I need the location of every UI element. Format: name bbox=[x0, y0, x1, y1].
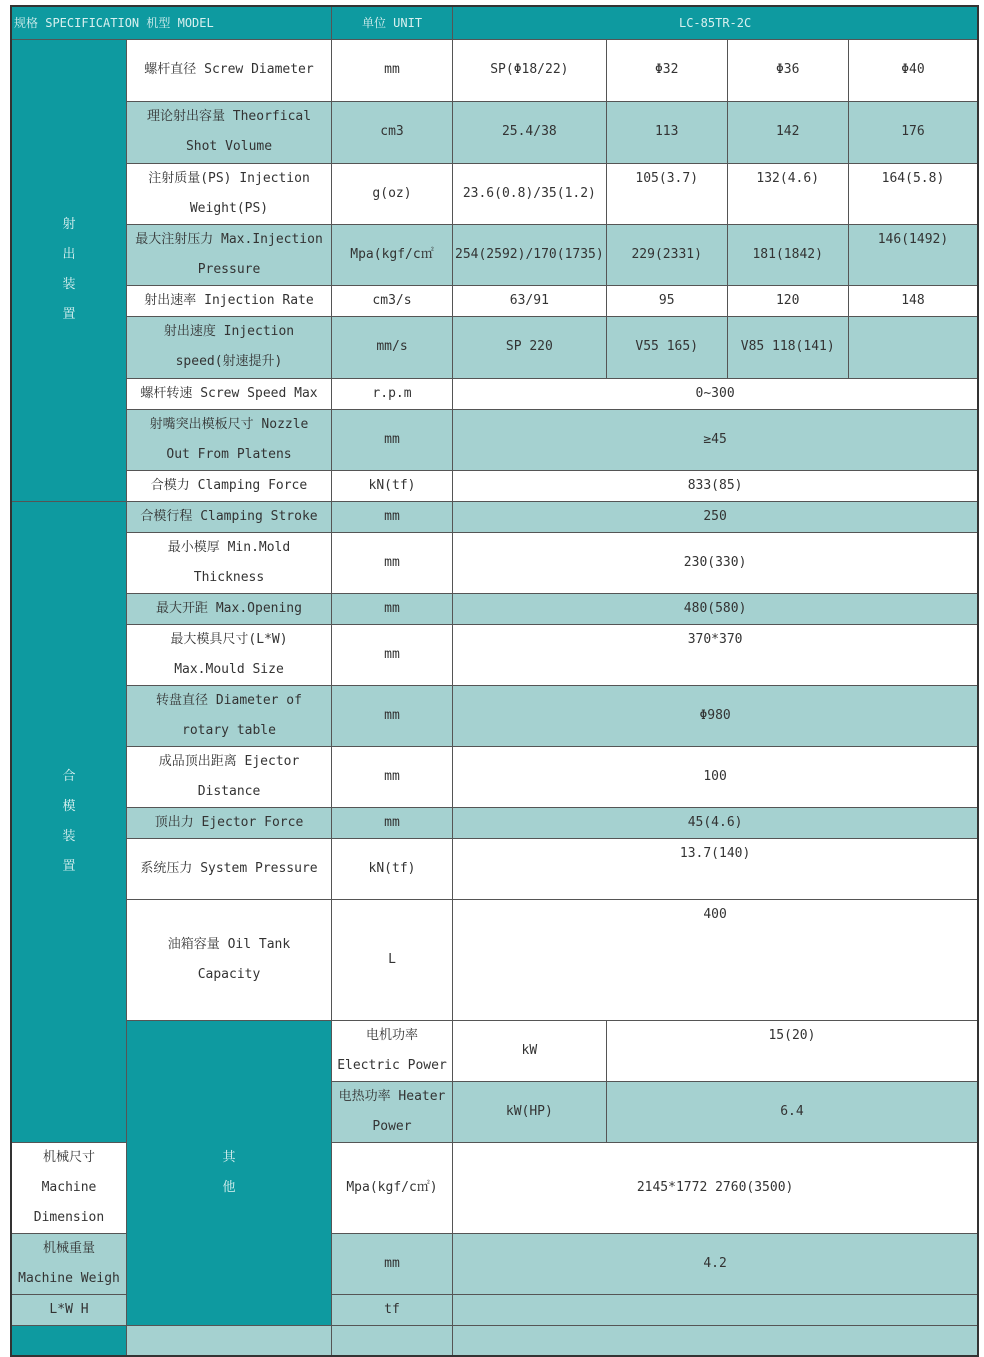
row-label: 转盘直径 Diameter of rotary table bbox=[127, 685, 332, 746]
row-label: L*W H bbox=[11, 1294, 127, 1325]
row-unit: mm/s bbox=[332, 316, 453, 378]
row-unit: kN(tf) bbox=[332, 838, 453, 899]
row-label: 螺杆转速 Screw Speed Max bbox=[127, 378, 332, 409]
cell-value: SP 220 bbox=[453, 316, 607, 378]
row-label: 最小模厚 Min.Mold Thickness bbox=[127, 532, 332, 593]
cell-value: 148 bbox=[848, 285, 978, 316]
row-label: 射出速率 Injection Rate bbox=[127, 285, 332, 316]
cell-value: Φ980 bbox=[453, 685, 979, 746]
cell-value: 0~300 bbox=[453, 378, 979, 409]
row-label: 顶出力 Ejector Force bbox=[127, 807, 332, 838]
row-unit: cm3 bbox=[332, 101, 453, 163]
row-label: 射出速度 Injection speed(射速提升) bbox=[127, 316, 332, 378]
table-row bbox=[11, 316, 978, 378]
row-label: 螺杆直径 Screw Diameter bbox=[127, 39, 332, 101]
table-row bbox=[11, 593, 978, 624]
table-row bbox=[11, 807, 978, 838]
cell-value: 176 bbox=[848, 101, 978, 163]
row-unit: r.p.m bbox=[332, 378, 453, 409]
cell-value: 146(1492) bbox=[848, 224, 978, 285]
cell-value: 480(580) bbox=[453, 593, 979, 624]
section-empty bbox=[11, 1325, 127, 1356]
row-unit: Mpa(kgf/c㎡) bbox=[332, 1142, 453, 1233]
cell-value bbox=[848, 316, 978, 378]
cell-value: Φ32 bbox=[606, 39, 727, 101]
table-row bbox=[11, 838, 978, 899]
cell-value: 113 bbox=[606, 101, 727, 163]
section-injection: 射 出 装 置 bbox=[11, 39, 127, 501]
cell-value: V85 118(141) bbox=[727, 316, 848, 378]
table-row bbox=[11, 1020, 978, 1081]
cell-value: ≥45 bbox=[453, 409, 979, 470]
cell-value: 229(2331) bbox=[606, 224, 727, 285]
row-unit: kW bbox=[453, 1020, 607, 1081]
table-row bbox=[11, 470, 978, 501]
cell-value: 25.4/38 bbox=[453, 101, 607, 163]
table-row bbox=[11, 224, 978, 285]
row-label: 最大模具尺寸(L*W) Max.Mould Size bbox=[127, 624, 332, 685]
row-label: 注射质量(PS) Injection Weight(PS) bbox=[127, 163, 332, 224]
cell-value: V55 165) bbox=[606, 316, 727, 378]
row-unit bbox=[332, 1325, 453, 1356]
table-row bbox=[11, 39, 978, 101]
row-label: 射嘴突出模板尺寸 Nozzle Out From Platens bbox=[127, 409, 332, 470]
row-label: 合模力 Clamping Force bbox=[127, 470, 332, 501]
cell-value: 13.7(140) bbox=[453, 838, 979, 899]
table-row bbox=[11, 1325, 978, 1356]
row-unit: Mpa(kgf/c㎡ bbox=[332, 224, 453, 285]
table-row bbox=[11, 285, 978, 316]
table-row bbox=[11, 532, 978, 593]
cell-value: Φ36 bbox=[727, 39, 848, 101]
section-clamping: 合 模 装 置 bbox=[11, 501, 127, 1142]
row-unit: kN(tf) bbox=[332, 470, 453, 501]
table-row bbox=[11, 501, 978, 532]
row-unit: mm bbox=[332, 1233, 453, 1294]
row-unit: mm bbox=[332, 593, 453, 624]
table-row bbox=[11, 378, 978, 409]
cell-value: 15(20) bbox=[606, 1020, 978, 1081]
row-unit: mm bbox=[332, 501, 453, 532]
cell-value: 250 bbox=[453, 501, 979, 532]
row-unit: mm bbox=[332, 624, 453, 685]
header-row bbox=[11, 6, 978, 39]
unit-header: 单位 UNIT bbox=[332, 6, 453, 39]
cell-value: 164(5.8) bbox=[848, 163, 978, 224]
row-label: 合模行程 Clamping Stroke bbox=[127, 501, 332, 532]
row-unit: mm bbox=[332, 39, 453, 101]
row-unit: mm bbox=[332, 532, 453, 593]
table-row bbox=[11, 899, 978, 1020]
cell-value: 45(4.6) bbox=[453, 807, 979, 838]
cell-value: 4.2 bbox=[453, 1233, 979, 1294]
cell-value: 95 bbox=[606, 285, 727, 316]
cell-value: 100 bbox=[453, 746, 979, 807]
cell-value: 400 bbox=[453, 899, 979, 1020]
row-label: 电机功率 Electric Power bbox=[332, 1020, 453, 1081]
cell-value: SP(Φ18/22) bbox=[453, 39, 607, 101]
cell-value bbox=[453, 1294, 979, 1325]
row-label: 理论射出容量 Theorfical Shot Volume bbox=[127, 101, 332, 163]
row-unit: mm bbox=[332, 746, 453, 807]
row-unit: tf bbox=[332, 1294, 453, 1325]
cell-value: 6.4 bbox=[606, 1081, 978, 1142]
table-row bbox=[11, 746, 978, 807]
row-label bbox=[127, 1325, 332, 1356]
cell-value: 132(4.6) bbox=[727, 163, 848, 224]
row-unit: mm bbox=[332, 409, 453, 470]
row-label: 电热功率 Heater Power bbox=[332, 1081, 453, 1142]
row-unit: L bbox=[332, 899, 453, 1020]
cell-value bbox=[453, 1325, 979, 1356]
row-unit: cm3/s bbox=[332, 285, 453, 316]
table-row bbox=[11, 101, 978, 163]
cell-value: 120 bbox=[727, 285, 848, 316]
row-label: 成品顶出距离 Ejector Distance bbox=[127, 746, 332, 807]
table-row bbox=[11, 624, 978, 685]
row-unit: mm bbox=[332, 807, 453, 838]
row-label: 系统压力 System Pressure bbox=[127, 838, 332, 899]
row-label: 最大注射压力 Max.Injection Pressure bbox=[127, 224, 332, 285]
cell-value: 2145*1772 2760(3500) bbox=[453, 1142, 979, 1233]
row-unit: mm bbox=[332, 685, 453, 746]
spec-model-header: 规格 SPECIFICATION 机型 MODEL bbox=[11, 6, 332, 39]
section-others: 其 他 bbox=[127, 1020, 332, 1325]
model-header: LC-85TR-2C bbox=[453, 6, 979, 39]
row-unit: g(oz) bbox=[332, 163, 453, 224]
cell-value: 142 bbox=[727, 101, 848, 163]
cell-value: 254(2592)/170(1735) bbox=[453, 224, 607, 285]
cell-value: 181(1842) bbox=[727, 224, 848, 285]
row-label: 机械尺寸 Machine Dimension bbox=[11, 1142, 127, 1233]
table-row bbox=[11, 163, 978, 224]
table-row bbox=[11, 409, 978, 470]
row-label: 最大开距 Max.Opening bbox=[127, 593, 332, 624]
table-row bbox=[11, 685, 978, 746]
cell-value: 23.6(0.8)/35(1.2) bbox=[453, 163, 607, 224]
cell-value: 63/91 bbox=[453, 285, 607, 316]
cell-value: Φ40 bbox=[848, 39, 978, 101]
cell-value: 833(85) bbox=[453, 470, 979, 501]
cell-value: 230(330) bbox=[453, 532, 979, 593]
cell-value: 105(3.7) bbox=[606, 163, 727, 224]
specification-table bbox=[10, 5, 979, 1357]
row-label: 油箱容量 Oil Tank Capacity bbox=[127, 899, 332, 1020]
row-unit: kW(HP) bbox=[453, 1081, 607, 1142]
cell-value: 370*370 bbox=[453, 624, 979, 685]
row-label: 机械重量 Machine Weigh bbox=[11, 1233, 127, 1294]
